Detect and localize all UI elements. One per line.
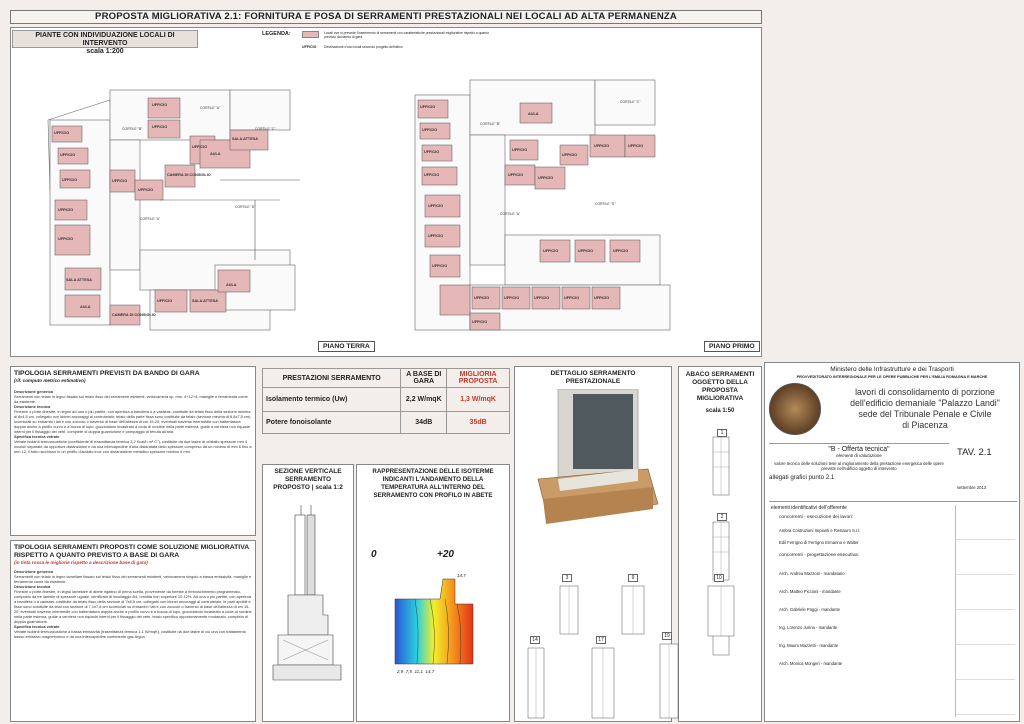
isoterme-panel [356, 464, 510, 722]
company-name: Ambra Costruzioni Impianti e Restauro S.r.l. [779, 528, 861, 533]
room-label: UFFICIO [472, 320, 488, 324]
room-label: UFFICIO [428, 204, 444, 208]
contractors-heading: concorrenti - esecuzione dei lavori: [779, 515, 854, 520]
legend-swatch [302, 31, 319, 38]
room-label: AULA [226, 283, 237, 287]
temp-max-label: +20 [437, 549, 454, 560]
date: settembre 2013 [957, 485, 987, 490]
window-detail-render [518, 389, 670, 539]
room-label: SALA ATTESA [232, 137, 259, 141]
proposta-p3: Vetrate isolanti termoacustiche a bassa emissività (trasmittanza termica 1,1 W/mqK), costituite da due lastre di cui una con trattamento basso emissivo magnetronico e da una intercapedine contenente gas Argon. [14, 629, 246, 639]
proposta-panel [10, 540, 256, 722]
proposta-subtitle: (in tinta rossa le migliorie rispetto a descrizione base di gara) [14, 560, 148, 565]
bando-panel [10, 366, 256, 536]
col-header: MIGLIORIA PROPOSTA [447, 369, 510, 388]
room-label: UFFICIO [152, 125, 168, 129]
room-label: CAMERA DI CONSIGLIO [112, 313, 156, 317]
dettaglio-title: DETTAGLIO SERRAMENTO PRESTAZIONALE [550, 370, 636, 385]
designer-name: Ing. Lorenzo Jurina - mandante [779, 625, 838, 630]
room-label: UFFICIO [60, 153, 76, 157]
bando-h3: Specifica tecnica vetrate [14, 434, 60, 439]
room-label: AULA [80, 305, 91, 309]
first-floor-label: PIANO PRIMO [704, 341, 760, 352]
room-label: UFFICIO [157, 299, 173, 303]
room-label: UFFICIO [112, 179, 128, 183]
room-label: UFFICIO [420, 105, 436, 109]
ground-floor-plan [40, 60, 340, 340]
room-label: UFFICIO [424, 173, 440, 177]
tav-number: TAV. 2.1 [957, 447, 992, 458]
proposta-h3: Specifica tecnica vetrate [14, 624, 60, 629]
window-number: 3 [562, 574, 572, 582]
room-label: UFFICIO [613, 249, 629, 253]
room-label: UFFICIO [138, 188, 154, 192]
allegati: allegati grafici punto 2.1 [769, 474, 835, 481]
courtyard-label: CORTILE "B" [122, 127, 143, 131]
col-header: A BASE DI GARA [401, 369, 447, 388]
courtyard-label: CORTILE "D" [595, 202, 616, 206]
sezione-title: SEZIONE VERTICALE SERRAMENTO PROPOSTO | scala 1:2 [273, 468, 343, 491]
room-label: UFFICIO [474, 296, 490, 300]
isotherm-scale-labels: 2,9 7,5 11,1 14,7 [397, 669, 435, 674]
offer-description: valore tecnico delle soluzioni tese al miglioramento della prestazione energetica delle opere previste nell'edificio oggetto di intervento [774, 461, 944, 471]
legend-title: LEGENDA: [262, 31, 291, 37]
bando-title: TIPOLOGIA SERRAMENTI PREVISTI DA BANDO DI GARA [14, 370, 200, 377]
designers-heading: concorrenti - progettazione esecutiva: [779, 553, 859, 558]
work-line-1: lavori di consolidamento di porzione [855, 387, 995, 397]
room-label: UFFICIO [534, 296, 550, 300]
room-label: AULA [528, 112, 539, 116]
legend-tag: UFFICIO [302, 45, 317, 49]
window-number: 14 [530, 636, 540, 644]
bando-h1: Descrizione generica [14, 389, 53, 394]
courtyard-label: CORTILE "A" [500, 212, 521, 216]
ministry: Ministero delle Infrastrutture e dei Trasporti [830, 366, 954, 373]
bando-h2: Descrizione tecnica [14, 404, 51, 409]
room-label: UFFICIO [422, 128, 438, 132]
cell: 2,2 W/mqK [401, 388, 447, 412]
isoterme-title: RAPPRESENTAZIONE DELLE ISOTERME INDICANTI L'ANDAMENTO DELLA TEMPERATURA ALL'INTERNO DEL SERRAMENTO CON PROFILO IN ABETE [372, 468, 494, 499]
courtyard-label: CORTILE "C" [255, 127, 276, 131]
isotherm-top-label: 14,7 [457, 573, 466, 578]
sezione-panel [262, 464, 354, 722]
work-line-3: sede del Tribunale Penale e Civile [858, 409, 992, 419]
designer-name: Arch. Matteo Piccioni - mandante [779, 589, 841, 594]
proposta-p1: Serramenti con telaio in legno lamellare fissato sul telaio fisso dei serramenti esistenti, vetrocamera singolo a bassa emissività, maniglie e ferramenta come da esistente. [14, 574, 252, 584]
offer-subtitle: elementi di valutazione [836, 453, 882, 458]
window-elevation-group [520, 572, 762, 722]
courtyard-label: CORTILE "D" [235, 205, 256, 209]
room-label: UFFICIO [564, 296, 580, 300]
room-label: UFFICIO [594, 296, 610, 300]
prestazioni-table [262, 368, 510, 434]
room-label: UFFICIO [432, 264, 448, 268]
proposta-title: TIPOLOGIA SERRAMENTI PROPOSTI COME SOLUZIONE MIGLIORATIVA RISPETTO A QUANTO PREVISTO A BASE DI GARA [14, 544, 249, 559]
courtyard-label: CORTILE "A" [200, 106, 221, 110]
room-label: UFFICIO [594, 144, 610, 148]
plan-header-title: PIANTE CON INDIVIDUAZIONE LOCALI DI INTERVENTO [35, 32, 175, 47]
room-label: UFFICIO [543, 249, 559, 253]
room-label: UFFICIO [58, 237, 74, 241]
courtyard-label: CORTILE "C" [620, 100, 641, 104]
ground-floor-label: PIANO TERRA [318, 341, 375, 352]
room-label: AULA [210, 152, 221, 156]
cell: 1,3 W/mqK [447, 388, 510, 412]
window-number: 1 [717, 429, 727, 437]
bando-p3: Vetrate isolanti termoacustiche (coefficiente di trasmittanza termica 3,2 Kcal/h m² C°), costituite da due lastre di cristallo spessore mm 4 incolori separate da opportuni distanziatori e da una intercapedine d'aria disidratata dello spessore compreso da un minimo di mm 6 fino a mm 12, il tutto racchiuso in un profilo d'acciaio inox con distanziatore metallico spessore minimo 6 mm. [14, 439, 252, 454]
room-label: UFFICIO [628, 144, 644, 148]
stamps-column [955, 505, 1015, 717]
legend-item-1: Locali ove si prevede l'inserimento di serramenti con caratteristiche prestazionali migliorative rispetto a quanto previsto da bando di gara [324, 31, 489, 40]
room-label: UFFICIO [512, 148, 528, 152]
room-label: UFFICIO [428, 234, 444, 238]
room-label: CAMERA DI CONSIGLIO [167, 173, 211, 177]
work-line-4: di Piacenza [902, 420, 948, 430]
identification-heading: elementi identificativi dell'offerente [771, 505, 847, 511]
designer-name: Arch. Monica Mongeri - mandante [779, 661, 843, 666]
first-floor-plan [410, 55, 710, 340]
plan-header-scale: scala 1:200 [86, 48, 124, 55]
room-label: UFFICIO [54, 131, 70, 135]
room-label: UFFICIO [538, 176, 554, 180]
designer-name: Arch. Gabriele Poggi - mandante [779, 607, 840, 612]
proposta-h1: Descrizione generica [14, 569, 53, 574]
row-label: Isolamento termico (Uw) [263, 388, 401, 412]
room-label: SALA ATTESA [66, 278, 93, 282]
designer-name: Arch. Andrea Mazzoni - mandatario [779, 571, 845, 576]
window-number: 9 [628, 574, 638, 582]
bando-p1: Serramenti con telaio in legno fissato sul telaio fisso dei serramenti esistenti, vetrocamera sp. mm. 4+12+4, maniglie e ferramenta come da esistente. [14, 394, 248, 404]
legend-item-2: Destinazione d'uso locali secondo progetto definitivo [324, 45, 403, 49]
proposta-h2: Descrizione tecnica [14, 584, 51, 589]
window-number: 2 [717, 513, 727, 521]
room-label: UFFICIO [504, 296, 520, 300]
sheet-title: PROPOSTA MIGLIORATIVA 2.1: FORNITURA E POSA DI SERRAMENTI PRESTAZIONALI NEI LOCALI AD ALTA PERMANENZA [10, 10, 762, 24]
row-label: Potere fonoisolante [263, 412, 401, 434]
proposta-p2: Finestre o porte-finestre, in legno lamellare di abete rigatino di prima scelta, proveniente da foreste a rimboschimento programmato, composto da tre lamelle di spessore uguale, certificato di incollaggio B4, umidità non superiore 10-12%. Ad una o più partite, con apertura a bandiera o a vasistas, costituite da telaio fisso della sezione di 7x8,5 cm, collegato con idonei ancoraggi al controtelaio; le parti apribili e fisse sono costituite da telai con sezione di 7,1x7,8 cm scorniciati su entrambi i lati e con zoccolo o traverso di base dell'altezza di cm 15-20; eventuali traverse intermedie con battentatura doppia anche a profilo curvo e a bocca di lupo, gocciolatoio incastrato a coda di rondine nella parte esterna, guide a cerniera non riquadri interni per il fissaggio dei vetri, telaio specifico opportunamente modanato, completa di doppia guarnizione. [14, 589, 252, 624]
bando-subtitle: (rif. computo metrico estimativo) [14, 378, 86, 383]
room-label: UFFICIO [424, 150, 440, 154]
abaco-title: ABACO SERRAMENTI OGGETTO DELLA PROPOSTA MIGLIORATIVA [685, 371, 755, 402]
section-drawing [263, 505, 353, 705]
room-label: UFFICIO [192, 145, 208, 149]
provveditorato: PROVVEDITORATO INTERREGIONALE PER LE OPERE PUBBLICHE PER L'EMILIA ROMAGNA E MARCHE [796, 375, 988, 379]
room-label: UFFICIO [62, 178, 78, 182]
courtyard-label: CORTILE "A" [140, 217, 161, 221]
room-label: UFFICIO [562, 153, 578, 157]
temp-min-label: 0 [371, 549, 377, 560]
room-label: UFFICIO [58, 208, 74, 212]
window-number: 10 [714, 574, 724, 582]
designer-name: Ing. Mauro Mazzetti - mandante [779, 643, 839, 648]
work-line-2: dell'edificio demaniale "Palazzo Landi" [850, 398, 1000, 408]
cell: 34dB [401, 412, 447, 434]
offer-title: "B - Offerta tecnica" [828, 446, 890, 453]
courtyard-label: CORTILE "B" [480, 122, 501, 126]
room-label: SALA ATTESA [192, 299, 219, 303]
isotherm-graphic [385, 569, 485, 669]
bando-p2: Finestre o porte-finestre, in legno ad uno o più partite, con apertura a bandiera o a vasistas, costituite da telaio fisso della sezione minima di 8x4,5 cm, collegato con idonei ancoraggi al controtelaio; telaio della parte fissa sono costituite da telaio (sezione minima di 6,8x7,5 cm) scorniciati su entrambi i lati e con zoccolo o traverso di base dell'altezza di cm 15-20; eventuali traverse intermedie con battentatura doppia anche a profilo curvo e a bocca di lupo, gocciolatoio incastrato a coda di rondine nella parte esterna, guide a cerniera non riquadri interni per il fissaggio dei vetri, complete di doppia guarnizione e pompaggio di tenuta all'aria. [14, 409, 251, 434]
company-name: Edil Ferrigno di Ferrigno Ermanno e Walter [779, 540, 859, 545]
plan-header [12, 30, 198, 55]
room-label: UFFICIO [152, 103, 168, 107]
window-number: 19 [662, 632, 672, 640]
room-label: UFFICIO [578, 249, 594, 253]
room-label: UFFICIO [508, 173, 524, 177]
col-header: PRESTAZIONI SERRAMENTO [263, 369, 401, 388]
cell: 35dB [447, 412, 510, 434]
window-number: 17 [596, 636, 606, 644]
abaco-scale: scala 1:50 [705, 408, 735, 414]
title-block [764, 362, 1020, 722]
